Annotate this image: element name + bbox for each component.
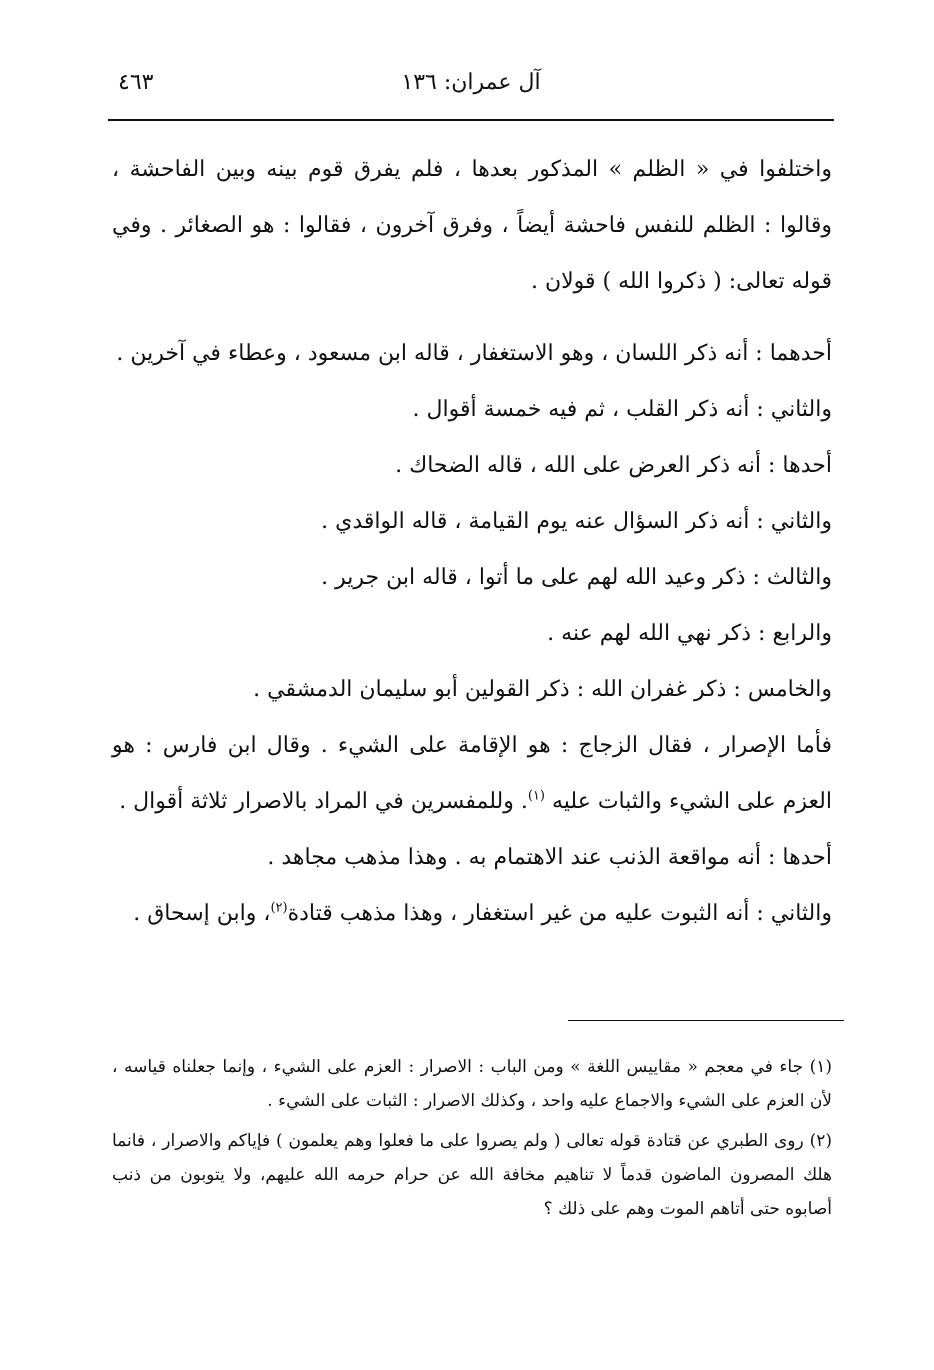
- footnote-ref-1[interactable]: (١): [527, 788, 545, 804]
- body-text: [112, 142, 832, 942]
- paragraph-second-of-five: والثاني : أنه ذكر السؤال عنه يوم القيامة ، قاله الواقدي .: [321, 509, 832, 534]
- paragraph-israr-second: [112, 886, 832, 942]
- israr-text-end: . وللمفسرين في المراد بالاصرار ثلاثة أقوال .: [119, 789, 528, 814]
- paragraph-second-saying: والثاني : أنه ذكر القلب ، ثم فيه خمسة أقوال .: [412, 397, 832, 422]
- israr-text-start: فأما الإصرار ، فقال الزجاج : هو الإقامة على الشيء . وقال ابن فارس : هو العزم على الشيء والثبات عليه: [112, 733, 832, 814]
- israr-second-text-end: ، وابن إسحاق .: [133, 901, 271, 926]
- page-number: ٤٦٣: [118, 70, 154, 95]
- paragraph-first-saying: أحدهما : أنه ذكر اللسان ، وهو الاستغفار ، قاله ابن مسعود ، وعطاء في آخرين .: [116, 341, 832, 366]
- footnote-ref-2[interactable]: (٢): [270, 900, 288, 916]
- footnote-2: (٢) روى الطبري عن قتادة قوله تعالى ( ولم يصروا على ما فعلوا وهم يعلمون ) فإياكم والاصرار ، فانما هلك المصرون الماضون قدماً لا تناهيم مخافة الله عن حرام حرمه الله عليهم، ولا يتوبون من ذنب أصابوه حتى أتاهم الموت وهم على ذلك ؟: [112, 1131, 832, 1219]
- israr-second-text-start: والثاني : أنه الثبوت عليه من غير استغفار ، وهذا مذهب قتادة: [287, 901, 832, 926]
- footnote-1: (١) جاء في معجم « مقاييس اللغة » ومن الباب : الاصرار : العزم على الشيء ، وإنما جعلناه قياسه ، لأن العزم على الشيء والاجماع عليه واحد ، وكذلك الاصرار : الثبات على الشيء .: [112, 1057, 832, 1111]
- paragraph-israr-first: أحدها : أنه مواقعة الذنب عند الاهتمام به . وهذا مذهب مجاهد .: [267, 845, 832, 870]
- paragraph-third-of-five: والثالث : ذكر وعيد الله لهم على ما أتوا ، قاله ابن جرير .: [321, 565, 832, 590]
- running-title: آل عمران: ١٣٦: [401, 70, 541, 95]
- paragraph-first-of-five: أحدها : أنه ذكر العرض على الله ، قاله الضحاك .: [395, 453, 832, 478]
- footnote-rule: [568, 1020, 844, 1021]
- paragraph-zulm: واختلفوا في « الظلم » المذكور بعدها ، فلم يفرق قوم بينه وبين الفاحشة ، وقالوا : الظلم للنفس فاحشة أيضاً ، وفرق آخرون ، فقالوا : هو الصغائر . وفي قوله تعالى: ( ذكروا الله ) قولان .: [112, 157, 832, 294]
- paragraph-fifth-of-five: والخامس : ذكر غفران الله : ذكر القولين أبو سليمان الدمشقي .: [253, 677, 832, 702]
- paragraph-fourth-of-five: والرابع : ذكر نهي الله لهم عنه .: [547, 621, 832, 646]
- page-header: [108, 64, 834, 104]
- footnotes: [112, 1050, 832, 1232]
- header-rule: [108, 119, 834, 121]
- paragraph-israr: [112, 718, 832, 830]
